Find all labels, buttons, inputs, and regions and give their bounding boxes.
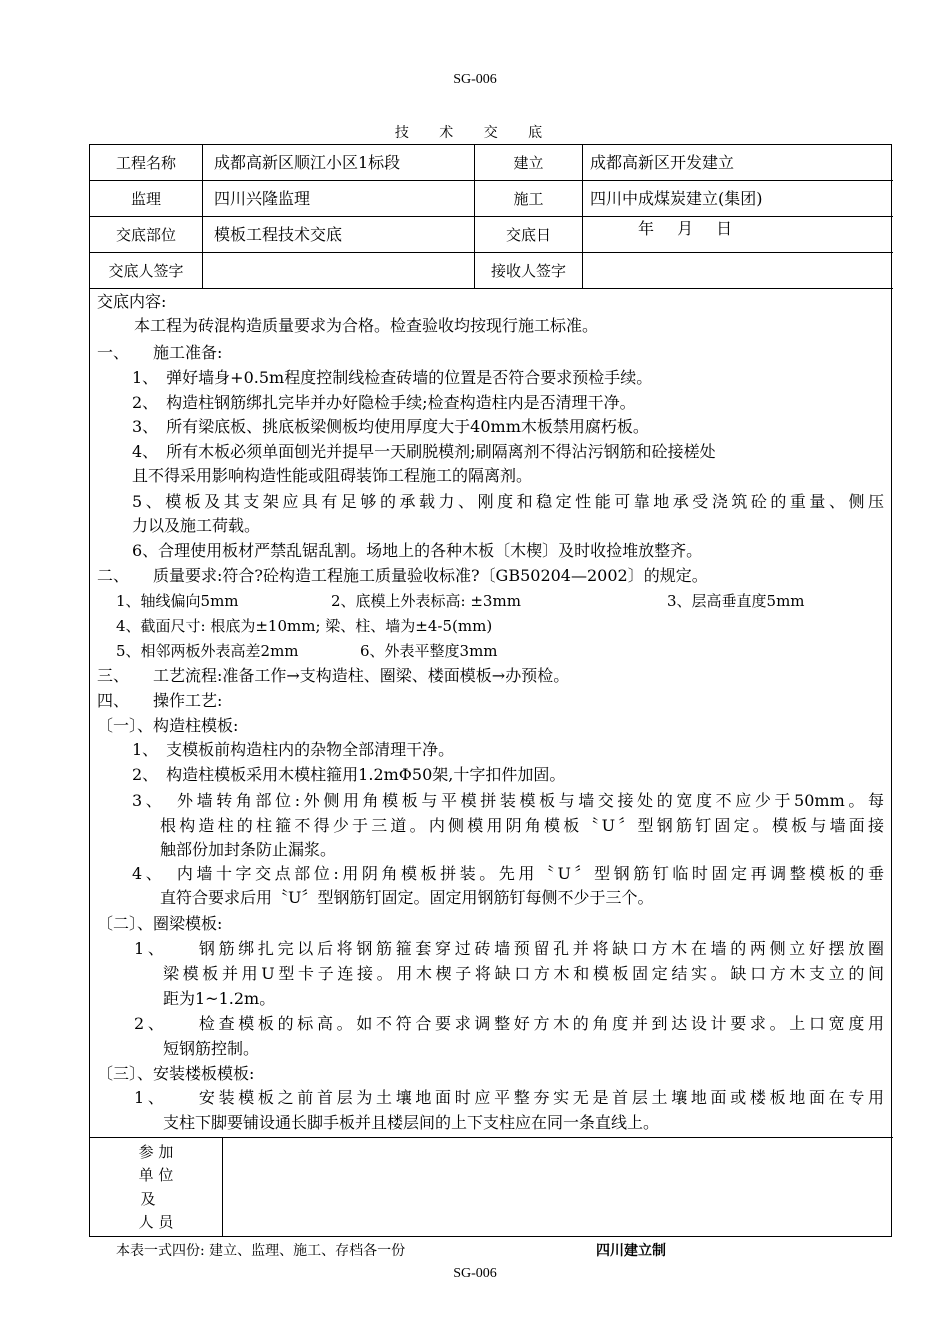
footer-issuer: 四川建立制	[596, 1243, 666, 1259]
date-value: 年 月 日	[638, 219, 733, 238]
project-label: 工程名称	[115, 154, 176, 172]
section-1-item-cont: 力以及施工荷载。	[132, 516, 261, 535]
subsection-item-cont: 短钢筋控制。	[163, 1039, 260, 1058]
section-2-title: 二、 质量要求:符合?砼构造工程施工质量验收标准?〔GB50204—2002〕的规定。	[97, 566, 708, 585]
owner-value: 成都高新区开发建立	[590, 153, 735, 172]
section-2-item: 2、底模上外表标高: ±3mm	[331, 592, 521, 610]
participants-line: 参 加	[138, 1143, 174, 1161]
footer-note: 本表一式四份: 建立、监理、施工、存档各一份	[116, 1243, 406, 1259]
section-2-item: 4、截面尺寸: 根底为±10mm; 梁、柱、墙为±4-5(mm)	[116, 617, 493, 635]
section-1-title: 一、 施工准备:	[97, 343, 223, 362]
content-heading: 交底内容:	[97, 292, 167, 311]
subsection-item: 1、 支模板前构造柱内的杂物全部清理干净。	[132, 740, 455, 759]
contractor-value: 四川中成煤炭建立(集团)	[590, 189, 763, 208]
content-intro: 本工程为砖混构造质量要求为合格。检查验收均按现行施工标准。	[134, 316, 599, 335]
project-value: 成都高新区顺江小区1标段	[214, 153, 401, 172]
section-3-title: 三、 工艺流程:准备工作→支构造柱、圈梁、楼面模板→办预检。	[97, 666, 570, 685]
contractor-label: 施工	[513, 190, 544, 208]
supervisor-label: 监理	[130, 190, 161, 208]
subsection-item: 1、 钢筋绑扎完以后将钢筋箍套穿过砖墙预留孔并将缺口方木在墙的两侧立好摆放圈	[134, 939, 884, 958]
section-1-item: 4、 所有木板必须单面刨光并提早一天刷脱模剂;刷隔离剂不得沾污钢筋和砼接槎处	[132, 442, 716, 461]
doc-code-bottom: SG-006	[453, 1266, 497, 1281]
subsection-item-cont: 距为1~1.2m。	[163, 989, 276, 1008]
subsection-item: 2、 检查模板的标高。如不符合要求调整好方木的角度并到达设计要求。上口宽度用	[134, 1014, 884, 1033]
section-2-item: 3、层高垂直度5mm	[667, 592, 805, 610]
participants-field[interactable]	[223, 1138, 891, 1236]
supervisor-value: 四川兴隆监理	[214, 189, 311, 208]
part-value: 模板工程技术交底	[214, 225, 343, 244]
part-label: 交底部位	[115, 226, 176, 244]
section-1-item: 1、 弹好墙身+0.5m程度控制线检查砖墙的位置是否符合要求预检手续。	[132, 368, 653, 387]
subsection-item-cont: 支柱下脚要铺设通长脚手板并且楼层间的上下支柱应在同一条直线上。	[163, 1113, 660, 1132]
receiver-sign-label: 接收人签字	[490, 262, 566, 280]
section-1-item: 6、合理使用板材严禁乱锯乱割。场地上的各种木板〔木楔〕及时收捡堆放整齐。	[132, 541, 703, 560]
date-label: 交底日	[505, 226, 551, 244]
giver-sign-field[interactable]	[203, 253, 474, 289]
subsection-title: 〔一〕、构造柱模板:	[97, 716, 239, 735]
receiver-sign-field[interactable]	[583, 253, 891, 289]
participants-line: 单 位	[138, 1166, 174, 1184]
subsection-title: 〔二〕、圈梁模板:	[97, 914, 223, 933]
section-4-title: 四、 操作工艺:	[97, 691, 223, 710]
subsection-item: 4、 内墙十字交点部位:用阴角模板拼装。先用〝U〞型钢筋钉临时固定再调整模板的垂	[132, 864, 884, 883]
subsection-item: 3、 外墙转角部位:外侧用角模板与平模拼装模板与墙交接处的宽度不应少于50mm。每	[132, 791, 884, 810]
subsection-item-cont: 根构造柱的柱箍不得少于三道。内侧模用阴角模板〝U〞型钢筋钉固定。模板与墙面接	[160, 816, 884, 835]
section-1-item-cont: 且不得采用影响构造性能或阻碍装饰工程施工的隔离剂。	[132, 466, 533, 485]
section-1-item: 2、 构造柱钢筋绑扎完毕并办好隐检手续;检查构造柱内是否清理干净。	[132, 393, 636, 412]
section-2-item: 5、相邻两板外表高差2mm	[116, 642, 299, 660]
section-1-item: 5、模板及其支架应具有足够的承载力、刚度和稳定性能可靠地承受浇筑砼的重量、侧压	[132, 492, 884, 511]
section-2-item: 6、外表平整度3mm	[360, 642, 498, 660]
owner-label: 建立	[513, 154, 544, 172]
section-1-item: 3、 所有梁底板、挑底板梁侧板均使用厚度大于40mm木板禁用腐朽板。	[132, 417, 649, 436]
subsection-title: 〔三〕、安装楼板模板:	[97, 1064, 255, 1083]
document-title: 技 术 交 底	[394, 125, 556, 141]
doc-code-top: SG-006	[453, 72, 497, 87]
subsection-item-cont: 触部份加封条防止漏浆。	[160, 840, 337, 859]
subsection-item-cont: 梁模板并用U型卡子连接。用木楔子将缺口方木和模板固定结实。缺口方木支立的间	[163, 964, 884, 983]
subsection-item-cont: 直符合要求后用〝U〞型钢筋钉固定。固定用钢筋钉每侧不少于三个。	[160, 888, 654, 907]
participants-line: 人 员	[138, 1213, 174, 1231]
subsection-item: 2、 构造柱模板采用木模柱箍用1.2mΦ50架,十字扣件加固。	[132, 765, 566, 784]
section-2-item: 1、轴线偏向5mm	[116, 592, 239, 610]
participants-line: 及	[140, 1190, 156, 1208]
subsection-item: 1、 安装模板之前首层为土壤地面时应平整夯实无是首层土壤地面或楼板地面在专用	[134, 1088, 884, 1107]
giver-sign-label: 交底人签字	[108, 262, 184, 280]
